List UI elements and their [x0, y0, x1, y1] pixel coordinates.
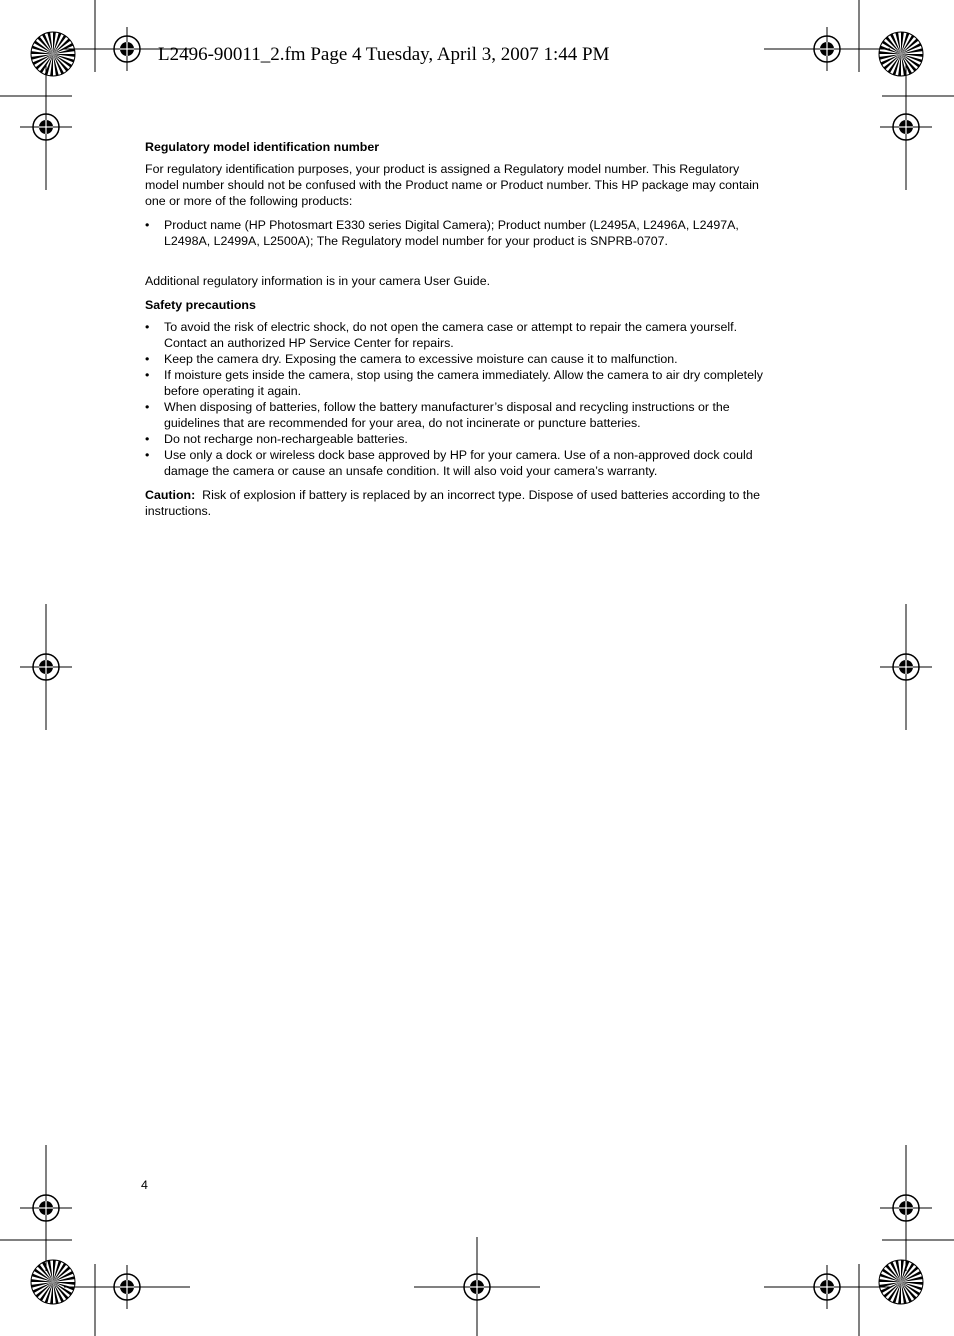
- list-item: • When disposing of batteries, follow the battery manufacturer’s disposal and recycling instructions or the guidelines that are recommended for your area, do not incinerate or puncture batteries.: [145, 399, 763, 431]
- list-item: • To avoid the risk of electric shock, do not open the camera case or attempt to repair the camera yourself. Contact an authorized HP Service Center for repairs.: [145, 319, 763, 351]
- registration-starburst-icon: [31, 1260, 75, 1304]
- registration-target-icon: [880, 1145, 932, 1271]
- regulatory-list: [145, 217, 763, 249]
- registration-starburst-icon: [879, 1260, 923, 1304]
- caution-note: [145, 487, 763, 519]
- safety-heading: Safety precautions: [145, 298, 256, 312]
- list-item: • Use only a dock or wireless dock base approved by HP for your camera. Use of a non-approved dock could damage the camera or cause an unsafe condition. It will also void your camera’s warranty.: [145, 447, 763, 479]
- list-item: • Keep the camera dry. Exposing the camera to excessive moisture can cause it to malfunction.: [145, 351, 763, 367]
- list-item: • If moisture gets inside the camera, stop using the camera immediately. Allow the camera to air dry completely before operating it again.: [145, 367, 763, 399]
- regulatory-heading: Regulatory model identification number: [145, 140, 380, 154]
- list-item: • Product name (HP Photosmart E330 series Digital Camera); Product number (L2495A, L2496A, L2497A, L2498A, L2499A, L2500A); The Regulatory model number for your product is SNPRB-0707.: [145, 217, 763, 249]
- registration-target-icon: [880, 604, 932, 730]
- registration-target-icon: [880, 64, 932, 190]
- safety-list: [145, 319, 763, 479]
- list-item: • Do not recharge non-rechargeable batteries.: [145, 431, 763, 447]
- registration-target-icon: [20, 604, 72, 730]
- registration-target-icon: [64, 1265, 190, 1309]
- caution-text: Risk of explosion if battery is replaced by an incorrect type. Dispose of used batteries according to the instructions.: [145, 488, 761, 518]
- page-number: 4: [141, 1178, 148, 1192]
- registration-starburst-icon: [879, 32, 923, 76]
- registration-starburst-icon: [31, 32, 75, 76]
- registration-target-icon: [414, 1237, 540, 1336]
- additional-info: Additional regulatory information is in your camera User Guide.: [145, 274, 491, 288]
- print-slug-header: L2496-90011_2.fm Page 4 Tuesday, April 3, 2007 1:44 PM: [158, 44, 610, 65]
- registration-target-icon: [20, 64, 72, 190]
- registration-target-icon: [20, 1145, 72, 1271]
- registration-target-icon: [764, 27, 890, 71]
- caution-label: Caution:: [145, 488, 196, 502]
- spacer: [145, 257, 763, 273]
- regulatory-intro: For regulatory identification purposes, your product is assigned a Regulatory model number. This Regulatory model number should not be confused with the Product name or Product number. This HP package may contain one or more of the following products:: [145, 162, 759, 208]
- document-body: [145, 139, 763, 527]
- registration-target-icon: [764, 1265, 890, 1309]
